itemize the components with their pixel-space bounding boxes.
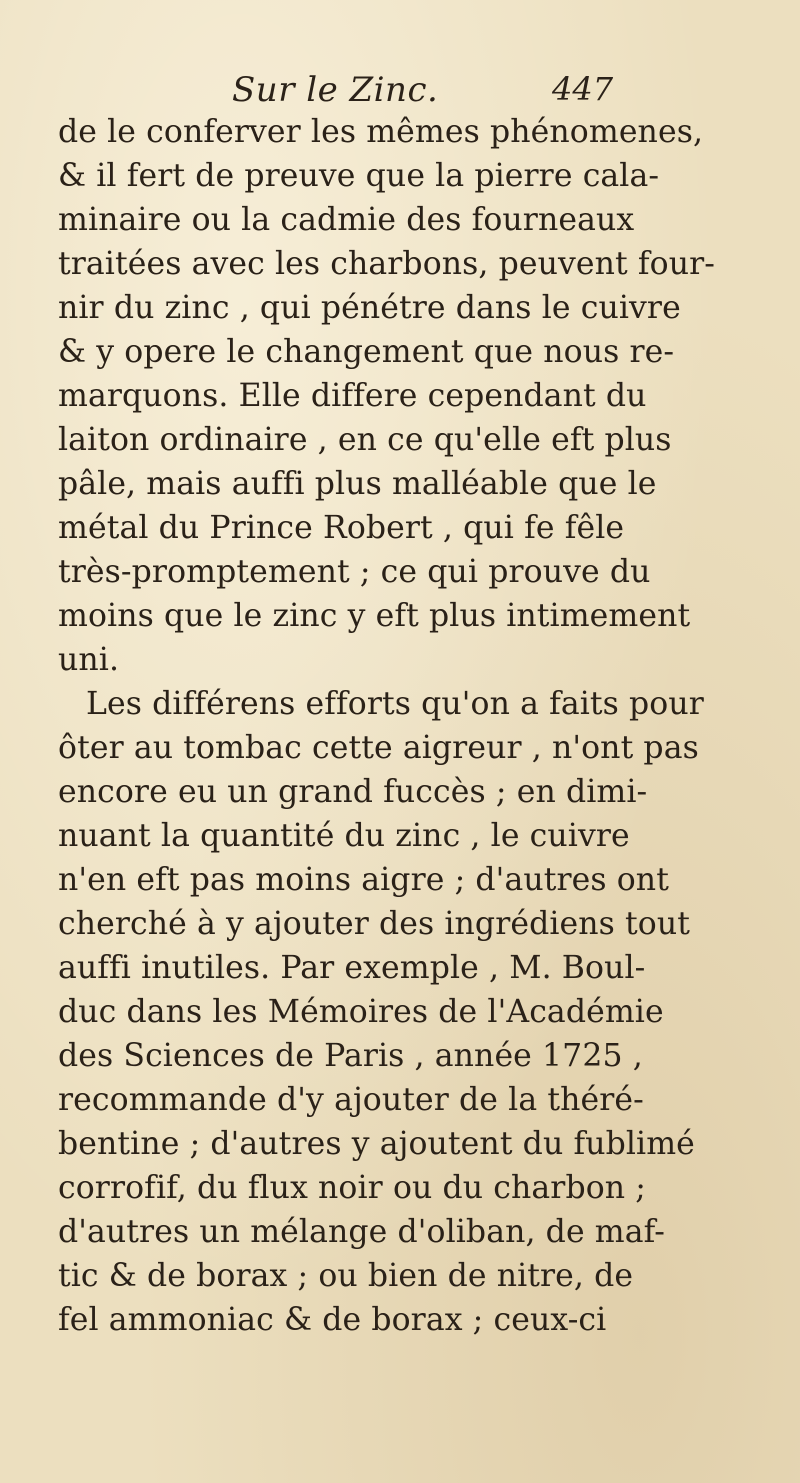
text-line: d'autres un mélange d'oliban, de maf- [58, 1214, 666, 1250]
text-line: minaire ou la cadmie des fourneaux [58, 202, 635, 238]
text-line: pâle, mais auffi plus malléable que le [58, 466, 657, 502]
running-title: Sur le Zinc. [232, 70, 439, 110]
text-line: métal du Prince Robert , qui fe fêle [58, 510, 625, 546]
text-line: auffi inutiles. Par exemple , M. Boul- [58, 950, 646, 986]
text-line: de le conferver les mêmes phénomenes, [58, 114, 704, 150]
text-line: ôter au tombac cette aigreur , n'ont pas [58, 730, 699, 766]
text-line: & il fert de preuve que la pierre cala- [58, 158, 660, 194]
text-line: moins que le zinc y eft plus intimement [58, 598, 691, 634]
text-line: corrofif, du flux noir ou du charbon ; [58, 1170, 646, 1206]
text-line: duc dans les Mémoires de l'Académie [58, 994, 664, 1030]
text-line: bentine ; d'autres y ajoutent du fublimé [58, 1126, 695, 1162]
text-line: des Sciences de Paris , année 1725 , [58, 1038, 643, 1074]
body-text [58, 110, 738, 1342]
running-head [0, 70, 800, 110]
text-line: uni. [58, 642, 120, 678]
text-line: recommande d'y ajouter de la théré- [58, 1082, 644, 1118]
text-line: traitées avec les charbons, peuvent four- [58, 246, 716, 282]
text-line: laiton ordinaire , en ce qu'elle eft plus [58, 422, 672, 458]
text-line: fel ammoniac & de borax ; ceux-ci [58, 1302, 607, 1338]
text-line: n'en eft pas moins aigre ; d'autres ont [58, 862, 669, 898]
text-line: très-promptement ; ce qui prouve du [58, 554, 651, 590]
text-line: tic & de borax ; ou bien de nitre, de [58, 1258, 634, 1294]
text-line: & y opere le changement que nous re- [58, 334, 675, 370]
text-line: cherché à y ajouter des ingrédiens tout [58, 906, 691, 942]
text-line: encore eu un grand fuccès ; en dimi- [58, 774, 648, 810]
text-line: nir du zinc , qui pénétre dans le cuivre [58, 290, 681, 326]
text-line: marquons. Elle differe cependant du [58, 378, 647, 414]
text-line: nuant la quantité du zinc , le cuivre [58, 818, 630, 854]
paragraph-start-line: Les différens efforts qu'on a faits pour [86, 686, 704, 722]
page-number: 447 [552, 70, 614, 108]
